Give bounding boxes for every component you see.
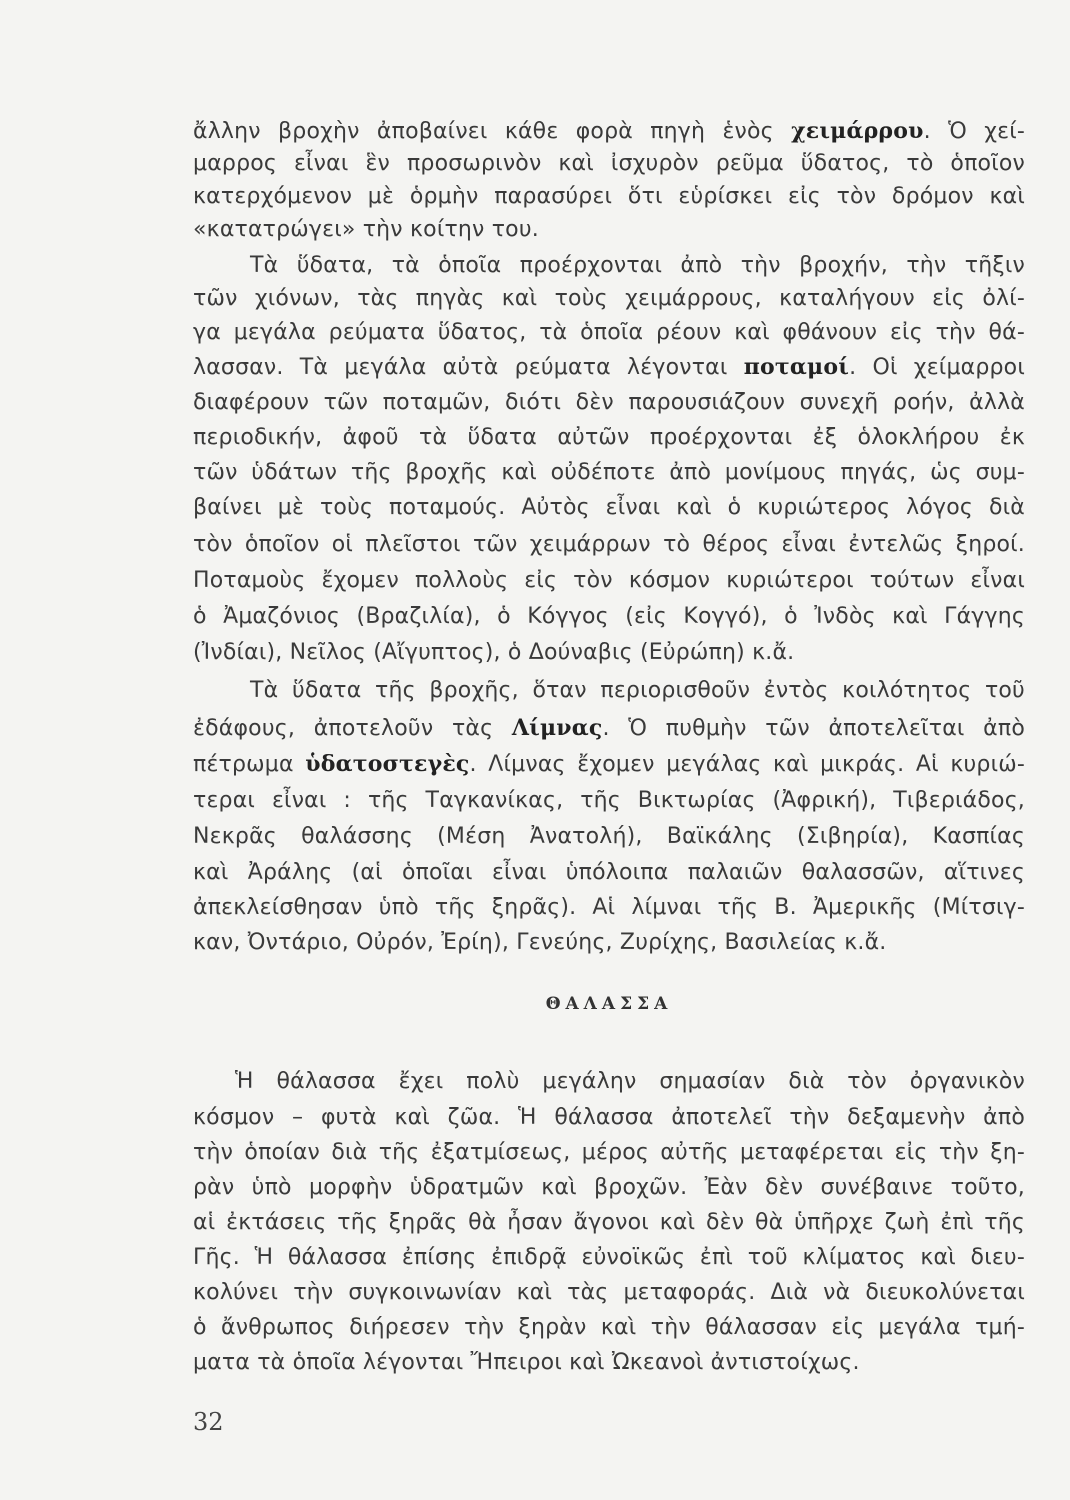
text-line: κατερχόμενον μὲ ὁρμὴν παρασύρει ὅτι εὑρίσκει εἰς τὸν δρόμον καὶ [193, 184, 1025, 209]
bold-term: ποταμοί [743, 354, 850, 380]
text-line: ρὰν ὑπὸ μορφὴν ὑδρατμῶν καὶ βροχῶν. Ἐὰν δὲν συνέβαινε τοῦτο, [193, 1175, 1025, 1200]
text-line: ὁ ἄνθρωπος διήρεσεν τὴν ξηρὰν καὶ τὴν θάλασσαν εἰς μεγάλα τμή- [193, 1315, 1025, 1340]
text-line: Ἡ θάλασσα ἔχει πολὺ μεγάλην σημασίαν διὰ τὸν ὀργανικὸν [235, 1069, 1025, 1094]
text-line: πέτρωμα ὑδατοστεγὲς. Λίμνας ἔχομεν μεγάλας καὶ μικράς. Αἱ κυριώ- [193, 751, 1025, 777]
text-line: τὸν ὁποῖον οἱ πλεῖστοι τῶν χειμάρρων τὸ θέρος εἶναι ἐντελῶς ξηροί. [193, 532, 1025, 557]
text-line: γα μεγάλα ρεύματα ὕδατος, τὰ ὁποῖα ρέουν καὶ φθάνουν εἰς τὴν θά- [193, 320, 1025, 345]
text-line: τῶν ὑδάτων τῆς βροχῆς καὶ οὐδέποτε ἀπὸ μονίμους πηγάς, ὡς συμ- [193, 460, 1025, 485]
text-line: ἐδάφους, ἀποτελοῦν τὰς Λίμνας. Ὁ πυθμὴν τῶν ἀποτελεῖται ἀπὸ [193, 715, 1025, 741]
text-line: μαρρος εἶναι ἓν προσωρινὸν καὶ ἰσχυρὸν ρεῦμα ὕδατος, τὸ ὁποῖον [193, 151, 1025, 176]
page-number: 32 [193, 1408, 224, 1436]
text-line: διαφέρουν τῶν ποταμῶν, διότι δὲν παρουσιάζουν συνεχῆ ροήν, ἀλλὰ [193, 390, 1025, 415]
bold-term: ὑδατοστεγὲς [305, 751, 470, 777]
text-line: καὶ Ἀράλης (αἱ ὁποῖαι εἶναι ὑπόλοιπα παλαιῶν θαλασσῶν, αἵτινες [193, 860, 1025, 885]
text-line: (Ἰνδίαι), Νεῖλος (Αἴγυπτος), ὁ Δούναβις (Εὐρώπη) κ.ἄ. [193, 640, 795, 665]
text-line: Γῆς. Ἡ θάλασσα ἐπίσης ἐπιδρᾷ εὐνοϊκῶς ἐπὶ τοῦ κλίματος καὶ διευ- [193, 1245, 1025, 1270]
text-line: τεραι εἶναι : τῆς Ταγκανίκας, τῆς Βικτωρίας (Ἀφρική), Τιβεριάδος, [193, 788, 1025, 813]
text-line: λασσαν. Τὰ μεγάλα αὐτὰ ρεύματα λέγονται ποταμοί. Οἱ χείμαρροι [193, 354, 1025, 380]
text-line: Τὰ ὕδατα τῆς βροχῆς, ὅταν περιορισθοῦν ἐντὸς κοιλότητος τοῦ [250, 678, 1025, 703]
text-line: Τὰ ὕδατα, τὰ ὁποῖα προέρχονται ἀπὸ τὴν βροχήν, τὴν τῆξιν [250, 253, 1025, 278]
text-line: τὴν ὁποίαν διὰ τῆς ἐξατμίσεως, μέρος αὐτῆς μεταφέρεται εἰς τὴν ξη- [193, 1140, 1025, 1165]
bold-term: χειμάρρου [791, 118, 924, 144]
text-line: Νεκρᾶς θαλάσσης (Μέση Ἀνατολή), Βαϊκάλης (Σιβηρία), Κασπίας [193, 824, 1025, 849]
text-line: ὁ Ἀμαζόνιος (Βραζιλία), ὁ Κόγγος (εἰς Κογγό), ὁ Ἰνδὸς καὶ Γάγγης [193, 604, 1025, 629]
text-line: βαίνει μὲ τοὺς ποταμούς. Αὐτὸς εἶναι καὶ ὁ κυριώτερος λόγος διὰ [193, 495, 1025, 520]
text-line: αἱ ἐκτάσεις τῆς ξηρᾶς θὰ ἦσαν ἄγονοι καὶ δὲν θὰ ὑπῆρχε ζωὴ ἐπὶ τῆς [193, 1210, 1025, 1235]
text-line: ἄλλην βροχὴν ἀποβαίνει κάθε φορὰ πηγὴ ἑνὸς χειμάρρου. Ὁ χεί- [193, 118, 1025, 144]
text-line: καν, Ὀντάριο, Οὐρόν, Ἐρίη), Γενεύης, Ζυρίχης, Βασιλείας κ.ἄ. [193, 930, 887, 955]
text-line: κόσμον – φυτὰ καὶ ζῶα. Ἡ θάλασσα ἀποτελεῖ τὴν δεξαμενὴν ἀπὸ [193, 1105, 1025, 1130]
text-line: ἀπεκλείσθησαν ὑπὸ τῆς ξηρᾶς). Αἱ λίμναι τῆς Β. Ἀμερικῆς (Μίτσιγ- [193, 895, 1025, 920]
text-line: τῶν χιόνων, τὰς πηγὰς καὶ τοὺς χειμάρρους, καταλήγουν εἰς ὀλί- [193, 286, 1025, 311]
text-line: περιοδικήν, ἀφοῦ τὰ ὕδατα αὐτῶν προέρχονται ἐξ ὁλοκλήρου ἐκ [193, 425, 1025, 450]
text-line: ματα τὰ ὁποῖα λέγονται Ἤπειροι καὶ Ὠκεανοὶ ἀντιστοίχως. [193, 1350, 860, 1375]
bold-term: Λίμνας [511, 715, 603, 741]
text-line: «κατατρώγει» τὴν κοίτην του. [193, 217, 539, 242]
text-line: κολύνει τὴν συγκοινωνίαν καὶ τὰς μεταφοράς. Διὰ νὰ διευκολύνεται [193, 1280, 1025, 1305]
section-heading: ΘΑΛΑΣΣΑ [545, 994, 673, 1014]
text-line: Ποταμοὺς ἔχομεν πολλοὺς εἰς τὸν κόσμον κυριώτεροι τούτων εἶναι [193, 568, 1025, 593]
